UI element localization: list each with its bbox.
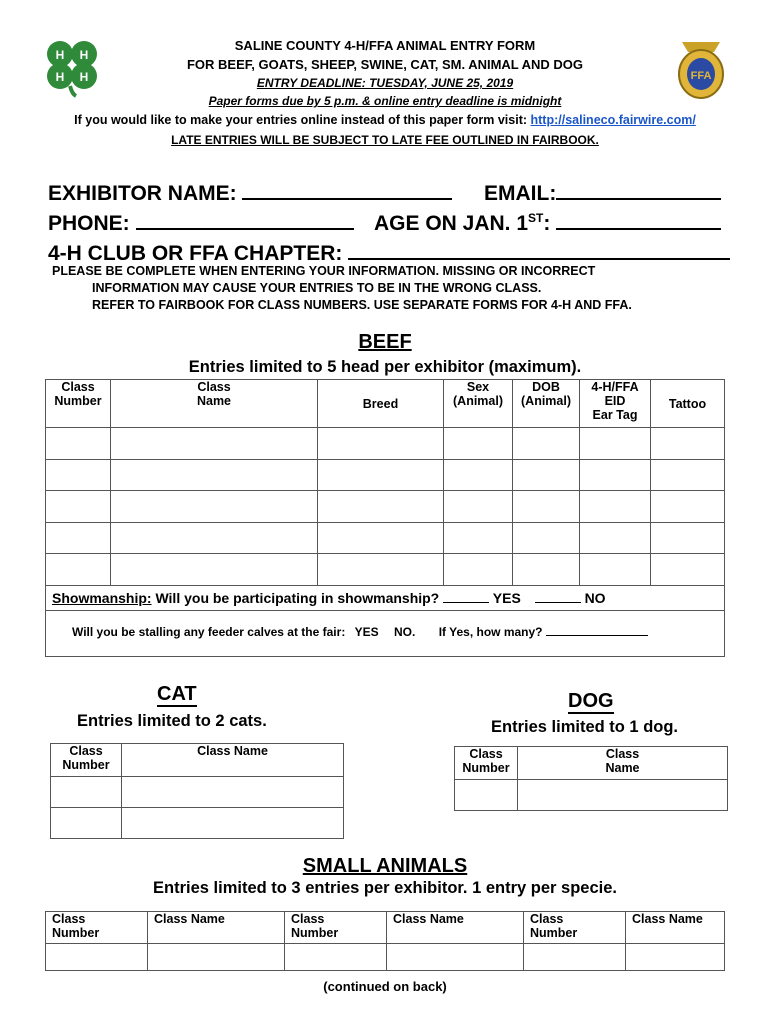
dog-limit: Entries limited to 1 dog.	[491, 718, 679, 736]
exhibitor-name-row	[48, 180, 452, 206]
instructions-line-1: PLEASE BE COMPLETE WHEN ENTERING YOUR INFORMATION. MISSING OR INCORRECT	[52, 264, 596, 278]
fairwire-link[interactable]: http://salineco.fairwire.com/	[530, 113, 696, 127]
small-col-class-name-2: Class Name	[387, 912, 524, 944]
stalling-question: Will you be stalling any feeder calves at the fair:	[72, 625, 346, 639]
beef-cell[interactable]	[580, 460, 651, 491]
dog-cell[interactable]	[518, 780, 728, 811]
beef-cell[interactable]	[513, 460, 580, 491]
cat-cell[interactable]	[122, 777, 344, 808]
online-entry-text: If you would like to make your entries online instead of this paper form visit:	[74, 113, 531, 127]
beef-cell[interactable]	[444, 460, 513, 491]
showmanship-no: NO	[584, 590, 606, 606]
beef-cell[interactable]	[651, 460, 725, 491]
small-cell[interactable]	[285, 944, 387, 971]
beef-col-eid: 4-H/FFA EID Ear Tag	[580, 380, 651, 428]
beef-cell[interactable]	[580, 554, 651, 586]
online-entry-note	[0, 113, 770, 127]
svg-text:H: H	[55, 48, 65, 62]
beef-cell[interactable]	[444, 491, 513, 523]
beef-col-dob: DOB (Animal)	[513, 380, 580, 428]
showmanship-no-blank[interactable]	[535, 602, 581, 603]
beef-table	[45, 379, 725, 657]
club-label: 4-H CLUB OR FFA CHAPTER:	[48, 242, 343, 265]
svg-text:H: H	[79, 48, 89, 62]
beef-cell[interactable]	[580, 491, 651, 523]
age-row	[374, 210, 721, 236]
stalling-yes[interactable]: YES	[354, 625, 379, 639]
small-col-class-number-2: Class Number	[285, 912, 387, 944]
phone-label: PHONE:	[48, 212, 130, 235]
cat-cell[interactable]	[51, 777, 122, 808]
showmanship-row	[46, 586, 725, 611]
beef-cell[interactable]	[513, 523, 580, 554]
beef-cell[interactable]	[580, 428, 651, 460]
beef-limit: Entries limited to 5 head per exhibitor (maximum).	[188, 358, 582, 376]
email-field[interactable]	[556, 180, 721, 200]
entry-deadline: ENTRY DEADLINE: TUESDAY, JUNE 25, 2019	[256, 76, 514, 90]
age-label-text: AGE ON JAN. 1	[374, 212, 529, 235]
beef-cell[interactable]	[46, 554, 111, 586]
small-col-class-name-1: Class Name	[148, 912, 285, 944]
instructions-line-3: REFER TO FAIRBOOK FOR CLASS NUMBERS. USE SEPARATE FORMS FOR 4-H AND FFA.	[92, 298, 632, 312]
beef-cell[interactable]	[111, 554, 318, 586]
beef-cell[interactable]	[444, 523, 513, 554]
how-many-label: If Yes, how many?	[438, 625, 543, 639]
email-label: EMAIL:	[484, 182, 557, 205]
beef-cell[interactable]	[444, 554, 513, 586]
age-label-colon: :	[543, 212, 551, 235]
beef-cell[interactable]	[111, 491, 318, 523]
svg-text:H: H	[55, 70, 65, 84]
age-label-sup: ST	[528, 211, 544, 225]
beef-cell[interactable]	[513, 554, 580, 586]
instructions-line-2: INFORMATION MAY CAUSE YOUR ENTRIES TO BE IN THE WRONG CLASS.	[92, 281, 542, 295]
cat-col-class-number: Class Number	[51, 744, 122, 777]
beef-col-tattoo: Tattoo	[651, 380, 725, 428]
dog-title: DOG	[568, 690, 614, 712]
club-row	[48, 240, 730, 266]
paper-due-note: Paper forms due by 5 p.m. & online entry deadline is midnight	[208, 94, 562, 108]
form-subtitle: FOR BEEF, GOATS, SHEEP, SWINE, CAT, SM. ANIMAL AND DOG	[186, 57, 584, 72]
beef-cell[interactable]	[513, 491, 580, 523]
beef-cell[interactable]	[318, 428, 444, 460]
how-many-field[interactable]	[546, 635, 648, 636]
beef-cell[interactable]	[318, 554, 444, 586]
svg-text:H: H	[79, 70, 89, 84]
dog-cell[interactable]	[455, 780, 518, 811]
showmanship-yes: YES	[492, 590, 521, 606]
stalling-no[interactable]: NO.	[394, 625, 416, 639]
small-col-class-name-3: Class Name	[626, 912, 725, 944]
beef-col-class-name: Class Name	[111, 380, 318, 428]
beef-cell[interactable]	[318, 460, 444, 491]
small-cell[interactable]	[524, 944, 626, 971]
table-row	[46, 428, 725, 460]
table-row	[51, 777, 344, 808]
age-label	[374, 212, 550, 235]
showmanship-yes-blank[interactable]	[443, 602, 489, 603]
beef-cell[interactable]	[651, 491, 725, 523]
cat-title: CAT	[157, 683, 197, 705]
beef-cell[interactable]	[111, 523, 318, 554]
phone-field[interactable]	[136, 210, 354, 230]
beef-cell[interactable]	[46, 428, 111, 460]
cat-table	[50, 743, 344, 839]
beef-cell[interactable]	[651, 428, 725, 460]
cat-cell[interactable]	[122, 808, 344, 839]
beef-cell[interactable]	[46, 523, 111, 554]
beef-cell[interactable]	[318, 491, 444, 523]
beef-cell[interactable]	[444, 428, 513, 460]
form-title: SALINE COUNTY 4-H/FFA ANIMAL ENTRY FORM	[234, 38, 536, 53]
small-col-class-number-1: Class Number	[46, 912, 148, 944]
dog-col-class-name: Class Name	[518, 747, 728, 780]
small-cell[interactable]	[148, 944, 285, 971]
dog-table	[454, 746, 728, 811]
table-row	[46, 554, 725, 586]
beef-col-breed: Breed	[318, 380, 444, 428]
beef-cell[interactable]	[111, 428, 318, 460]
small-animals-title: SMALL ANIMALS	[302, 855, 468, 877]
table-row	[46, 460, 725, 491]
exhibitor-name-label: EXHIBITOR NAME:	[48, 182, 237, 205]
small-cell[interactable]	[46, 944, 148, 971]
showmanship-question: Will you be participating in showmanship?	[151, 590, 444, 606]
beef-cell[interactable]	[46, 460, 111, 491]
beef-cell[interactable]	[46, 491, 111, 523]
email-row	[484, 180, 721, 206]
cat-limit: Entries limited to 2 cats.	[77, 712, 267, 730]
table-row	[46, 944, 725, 971]
small-animals-limit: Entries limited to 3 entries per exhibitor. 1 entry per specie.	[153, 879, 617, 897]
small-cell[interactable]	[626, 944, 725, 971]
late-fee-note: LATE ENTRIES WILL BE SUBJECT TO LATE FEE OUTLINED IN FAIRBOOK.	[171, 133, 599, 147]
phone-row	[48, 210, 354, 236]
age-field[interactable]	[556, 210, 721, 230]
cat-col-class-name: Class Name	[122, 744, 344, 777]
table-row	[46, 523, 725, 554]
stalling-row	[46, 611, 725, 657]
dog-col-class-number: Class Number	[455, 747, 518, 780]
small-animals-table	[45, 911, 725, 971]
small-col-class-number-3: Class Number	[524, 912, 626, 944]
beef-cell[interactable]	[651, 554, 725, 586]
beef-col-class-number: Class Number	[46, 380, 111, 428]
beef-cell[interactable]	[580, 523, 651, 554]
svg-text:FFA: FFA	[690, 70, 712, 82]
club-field[interactable]	[348, 240, 730, 260]
continued-note: (continued on back)	[323, 979, 447, 994]
small-cell[interactable]	[387, 944, 524, 971]
beef-cell[interactable]	[111, 460, 318, 491]
table-row	[46, 491, 725, 523]
beef-cell[interactable]	[651, 523, 725, 554]
beef-cell[interactable]	[318, 523, 444, 554]
cat-cell[interactable]	[51, 808, 122, 839]
table-row	[455, 780, 728, 811]
table-row	[51, 808, 344, 839]
beef-cell[interactable]	[513, 428, 580, 460]
showmanship-label: Showmanship:	[52, 590, 152, 606]
beef-col-sex: Sex (Animal)	[444, 380, 513, 428]
beef-title: BEEF	[358, 331, 412, 353]
exhibitor-name-field[interactable]	[242, 180, 452, 200]
